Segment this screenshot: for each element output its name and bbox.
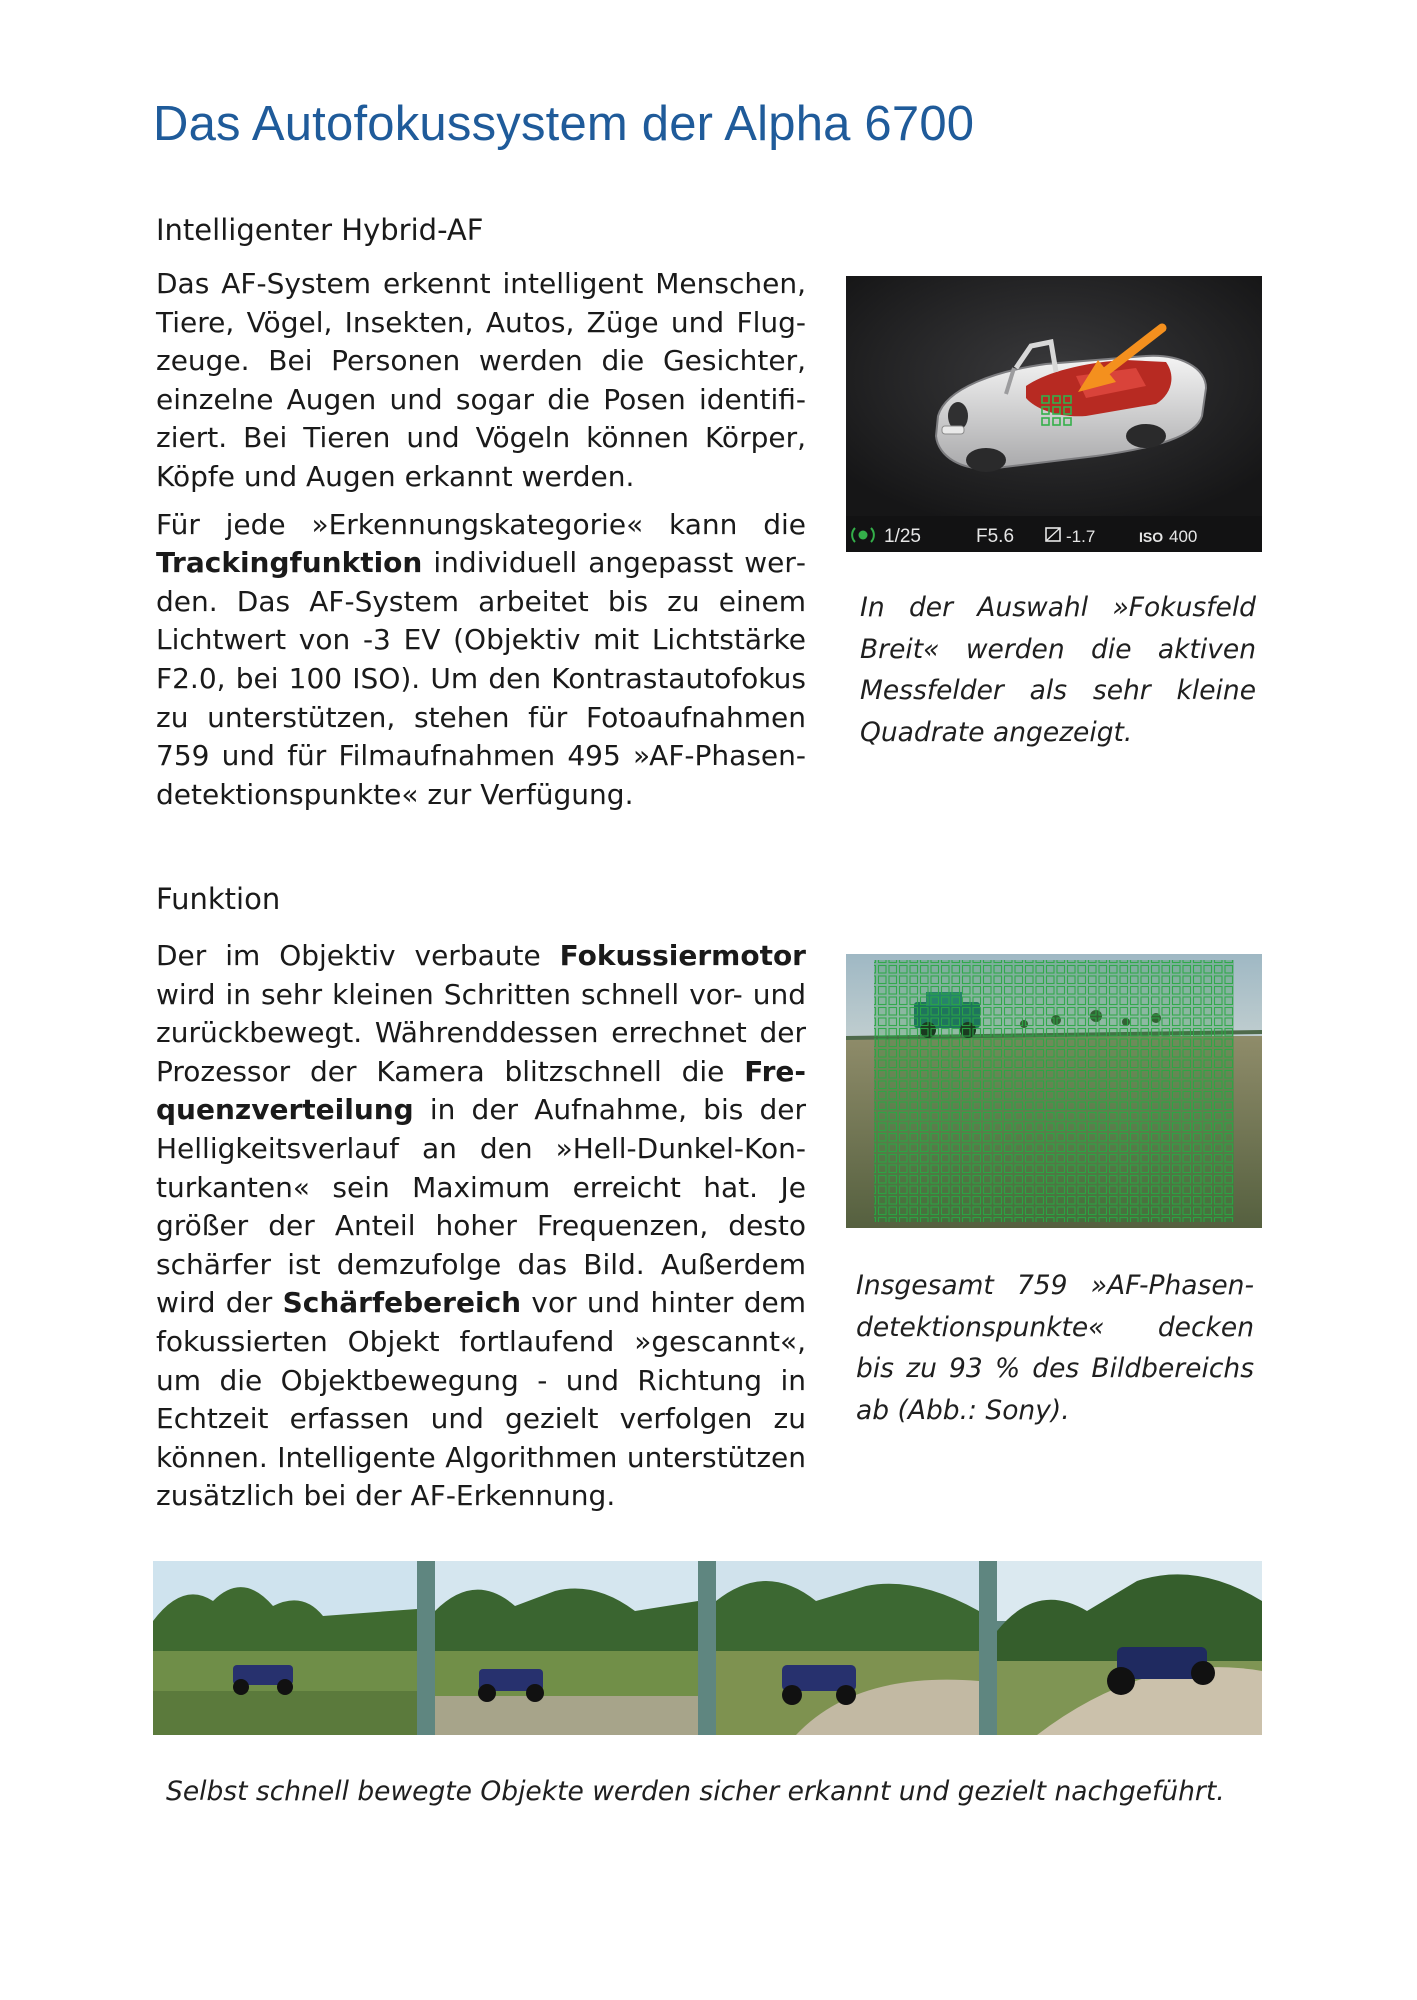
caption-fokusfeld: In der Auswahl »Fokusfeld Breit« werden die aktiven Messfelder als sehr kleine Quadrate angezeigt. [860,592,1256,748]
section1-paragraph-1: Das AF-System erkennt intelligent Menschen, Tiere, Vögel, Insekten, Autos, Züge und Flugzeuge. Bei Personen werden die Gesichter, einzelne Augen und sogar die Posen identifiziert. Bei Tieren und Vögeln können Körper, Köpfe und Augen erkannt werden. [156,267,806,493]
camera-display-image [846,276,1262,552]
section1-paragraph-2: Für jede »Erkennungskategorie« kann die Trackingfunktion individuell angepasst werden. Das AF-System arbeitet bis zu einem Lichtwert von -3 EV (Objektiv mit Lichtstärke F2.0, bei 100 ISO). Um den Kontrastautofokus zu unterstützen, stehen für Fotoaufnahmen 759 und für Filmaufnahmen 495 »AF-Phasendetektionspunkte« zur Verfügung. [156,507,806,811]
car-scene-illustration [846,276,1262,552]
strip-photo-4 [997,1561,1262,1735]
strip-photo-3 [716,1561,979,1735]
iso-value-readout: 400 [1169,527,1198,546]
aperture-readout: F5.6 [976,526,1015,547]
af-grid-illustration [846,954,1262,1228]
iso-label: ISO [1139,529,1164,545]
bold-trackingfunktion: Trackingfunktion [156,546,423,580]
tracking-photo-strip [153,1561,1262,1735]
caption-photo-strip: Selbst schnell bewegte Objekte werden sicher erkannt und gezielt nachgeführt. [166,1776,1225,1807]
section-heading-funktion: Funktion [156,882,281,916]
bold-fokussiermotor: Fokussiermotor [559,939,806,972]
bold-frequenzverteilung: Frequenzverteilung [156,1054,806,1127]
exposure-compensation-readout: -1.7 [1066,527,1096,546]
strip-photo-1 [153,1561,417,1735]
section2-body [156,937,806,1516]
section2-paragraph: Der im Objektiv verbaute Fokussiermotor wird in sehr kleinen Schritten schnell vor- und zurückbewegt. Währenddessen errechnet der Prozessor der Kamera blitzschnell die Frequenzverteilung in der Aufnahme, bis der Helligkeitsverlauf an den »Hell-Dunkel-Konturkanten« sein Maximum erreicht hat. Je größer der Anteil hoher Frequenzen, desto schärfer ist demzufolge das Bild. Außerdem wird der Schärfebereich vor und hinter dem fokussierten Objekt fortlaufend »gescannt«, um die Objektbewegung - und Richtung in Echtzeit erfassen und gezielt verfolgen zu können. Intelligente Algorithmen unterstützen zusätzlich bei der AF-Erkennung. [156,939,806,1513]
bold-schaerfebereich: Schärfebereich [282,1286,522,1320]
strip-photo-2 [435,1561,698,1735]
shutter-speed-readout: 1/25 [884,526,921,547]
section-heading-hybrid-af: Intelligenter Hybrid-AF [156,213,484,247]
caption-af-punkte: Insgesamt 759 »AF-Phasendetektionspunkte« decken bis zu 93 % des Bildbereichs ab (Abb.: Sony). [856,1270,1254,1426]
page-title: Das Autofokussystem der Alpha 6700 [153,97,975,151]
section1-body [156,265,806,814]
af-grid-image [846,954,1262,1228]
